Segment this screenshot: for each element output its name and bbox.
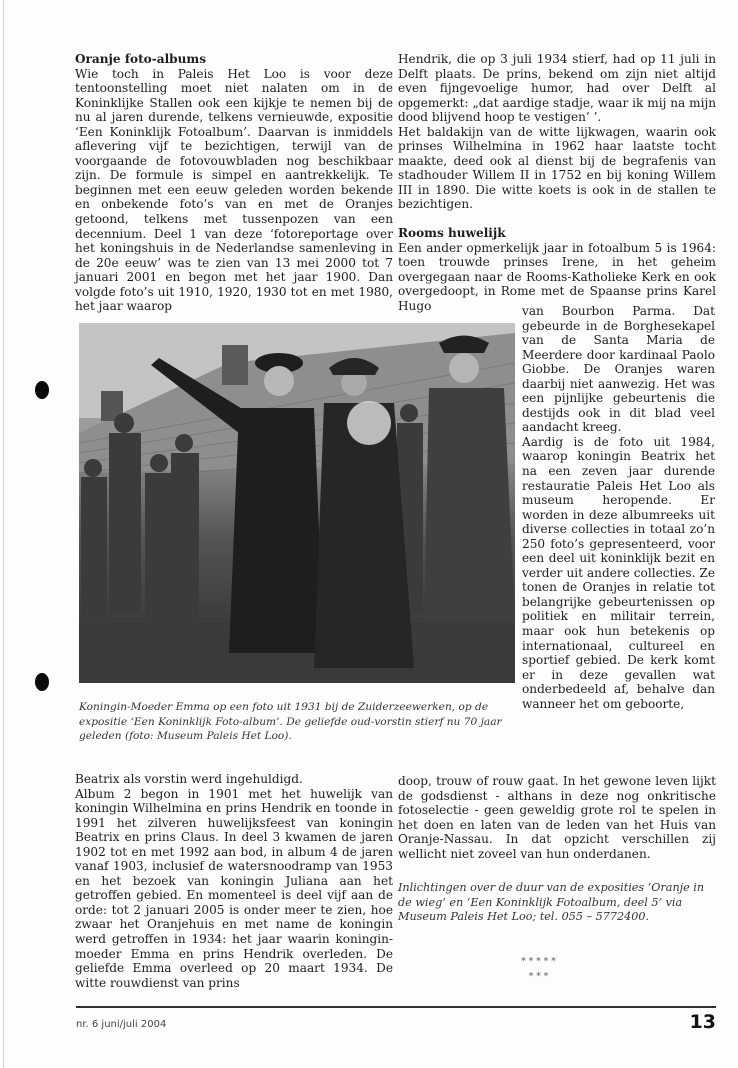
section-heading-rooms-huwelijk: Rooms huwelijk	[398, 226, 506, 241]
left-column-top	[75, 52, 393, 314]
historic-photo	[79, 323, 515, 683]
section-heading-oranje-foto-albums: Oranje foto-albums	[75, 52, 207, 66]
page-edge-line	[3, 0, 4, 1068]
exhibition-info: Inlichtingen over de duur van de exposities ‘Oranje in de wieg’ en ‘Een Koninklijk Fotoalbum, deel 5’ via Museum Paleis Het Loo; tel. 055 – 5772400.	[398, 881, 705, 924]
paragraph-album-2: Album 2 begon in 1901 met het huwelijk van koningin Wilhelmina en prins Hendrik en toonde in 1991 het zilveren huwelijksfeest van koningin Beatrix en prins Claus. In deel 3 kwamen de jaren 1902 tot en met 1992 aan bod, in album 4 de jaren vanaf 1903, inclusief de watersnoodramp van 1953 en het bezoek van koningin Juliana aan het getroffen gebied. En momenteel is deel vijf aan de orde: tot 2 januari 2005 is onder meer te zien, hoe zwaar het Oranjehuis en met name de koningin werd getroffen in 1934: het jaar waarin koningin-moeder Emma en prins Hendrik overleden. De geliefde Emma overleed op 20 maart 1934. De witte rouwdienst van prins	[75, 786, 393, 990]
page-number: 13	[689, 1011, 716, 1033]
section-divider-stars-small: ***	[528, 972, 552, 982]
right-column-top	[398, 52, 716, 313]
section-divider-stars: *****	[521, 957, 559, 967]
paragraph-baldakijn: Het baldakijn van de witte lijkwagen, waarin ook prinses Wilhelmina in 1962 haar laatste tocht maakte, deed ook al dienst bij de begrafenis van stadhouder Willem II in 1752 en bij koning Willem III in 1890. Die witte koets is ook in de stallen te bezichtigen.	[398, 124, 716, 212]
paragraph-rooms-huwelijk: Een ander opmerkelijk jaar in fotoalbum 5 is 1964: toen trouwde prinses Irene, in het geheim overgegaan naar de Rooms-Katholieke Kerk en ook overgedoopt, in Rome met de Spaanse prins Karel Hugo	[398, 240, 716, 313]
paragraph-doop-trouw: doop, trouw of rouw gaat. In het gewone leven lijkt de godsdienst - althans in deze nog onkritische fotoselectie - geen geweldig grote rol te spelen in het doen en laten van de leden van het Huis van Oranje-Nassau. In dat opzicht verschillen zij wellicht niet zoveel van hun onderdanen.	[398, 774, 716, 861]
punch-hole-top	[35, 381, 49, 399]
wrap-column	[522, 304, 715, 711]
paragraph-beatrix-vorstin: Beatrix als vorstin werd ingehuldigd.	[75, 772, 303, 786]
photo-illustration	[79, 323, 515, 683]
footer-rule	[76, 1006, 716, 1008]
paragraph-foto-1984: Aardig is de foto uit 1984, waarop koningin Beatrix het na een zeven jaar durende restauratie Paleis Het Loo als museum heropende. Er worden in deze albumreeks uit diverse collecties in totaal zo’n 250 foto’s gepresenteerd, voor een deel uit koninklijk bezit en verder uit andere collecties. Ze tonen de Oranjes in relatie tot belangrijke gebeurtenissen op politiek en militair terrein, maar ook hun betekenis op internationaal, cultureel en sportief gebied. De kerk komt er in deze gevallen wat onderbedeeld af, behalve dan wanneer het om geboorte,	[522, 434, 715, 711]
paragraph-oranje-foto-albums: Wie toch in Paleis Het Loo is voor deze tentoonstelling moet niet nalaten om in de Koninklijke Stallen ook een kijkje te nemen bij de nu al jaren durende, telkens vernieuwde, expositie ‘Een Koninklijk Fotoalbum’. Daarvan is inmiddels aflevering vijf te bezichtigen, terwijl van de voorgaande de fotovouwbladen nog beschikbaar zijn. De formule is simpel en aantrekkelijk. Te beginnen met een eeuw geleden worden bekende en onbekende foto’s van en met de Oranjes getoond, telkens met tussenpozen van een decennium. Deel 1 van deze ‘fotoreportage over het koningshuis in de Nederlandse samenleving in de 20e eeuw’ was te zien van 13 mei 2000 tot 7 januari 2001 en begon met het jaar 1900. Dan volgde foto’s uit 1910, 1920, 1930 tot en met 1980, het jaar waarop	[75, 66, 393, 314]
photo-caption: Koningin-Moeder Emma op een foto uit 1931 bij de Zuiderzeewerken, op de expositie ‘Een Koninklijk Foto-album’. De geliefde oud-vorstin stierf nu 70 jaar geleden (foto: Museum Paleis Het Loo).	[79, 701, 502, 743]
issue-label: nr. 6 juni/juli 2004	[76, 1019, 167, 1030]
left-column-bottom	[75, 772, 393, 990]
paragraph-bourbon-parma: van Bourbon Parma. Dat gebeurde in de Borghesekapel van de Santa Maria de Meerdere door kardinaal Paolo Giobbe. De Oranjes waren daarbij niet aanwezig. Het was een pijnlijke gebeurtenis die destijds ook in dit blad veel aandacht kreeg.	[522, 304, 715, 435]
paragraph-hendrik-delft: Hendrik, die op 3 juli 1934 stierf, had op 11 juli in Delft plaats. De prins, bekend om zijn niet altijd even fijngevoelige humor, had over Delft al opgemerkt: „dat aardige stadje, waar ik mij na mijn dood blijvend hoop te vestigen’ ’.	[398, 52, 716, 125]
punch-hole-bottom	[35, 673, 49, 691]
right-column-bottom	[398, 774, 716, 861]
